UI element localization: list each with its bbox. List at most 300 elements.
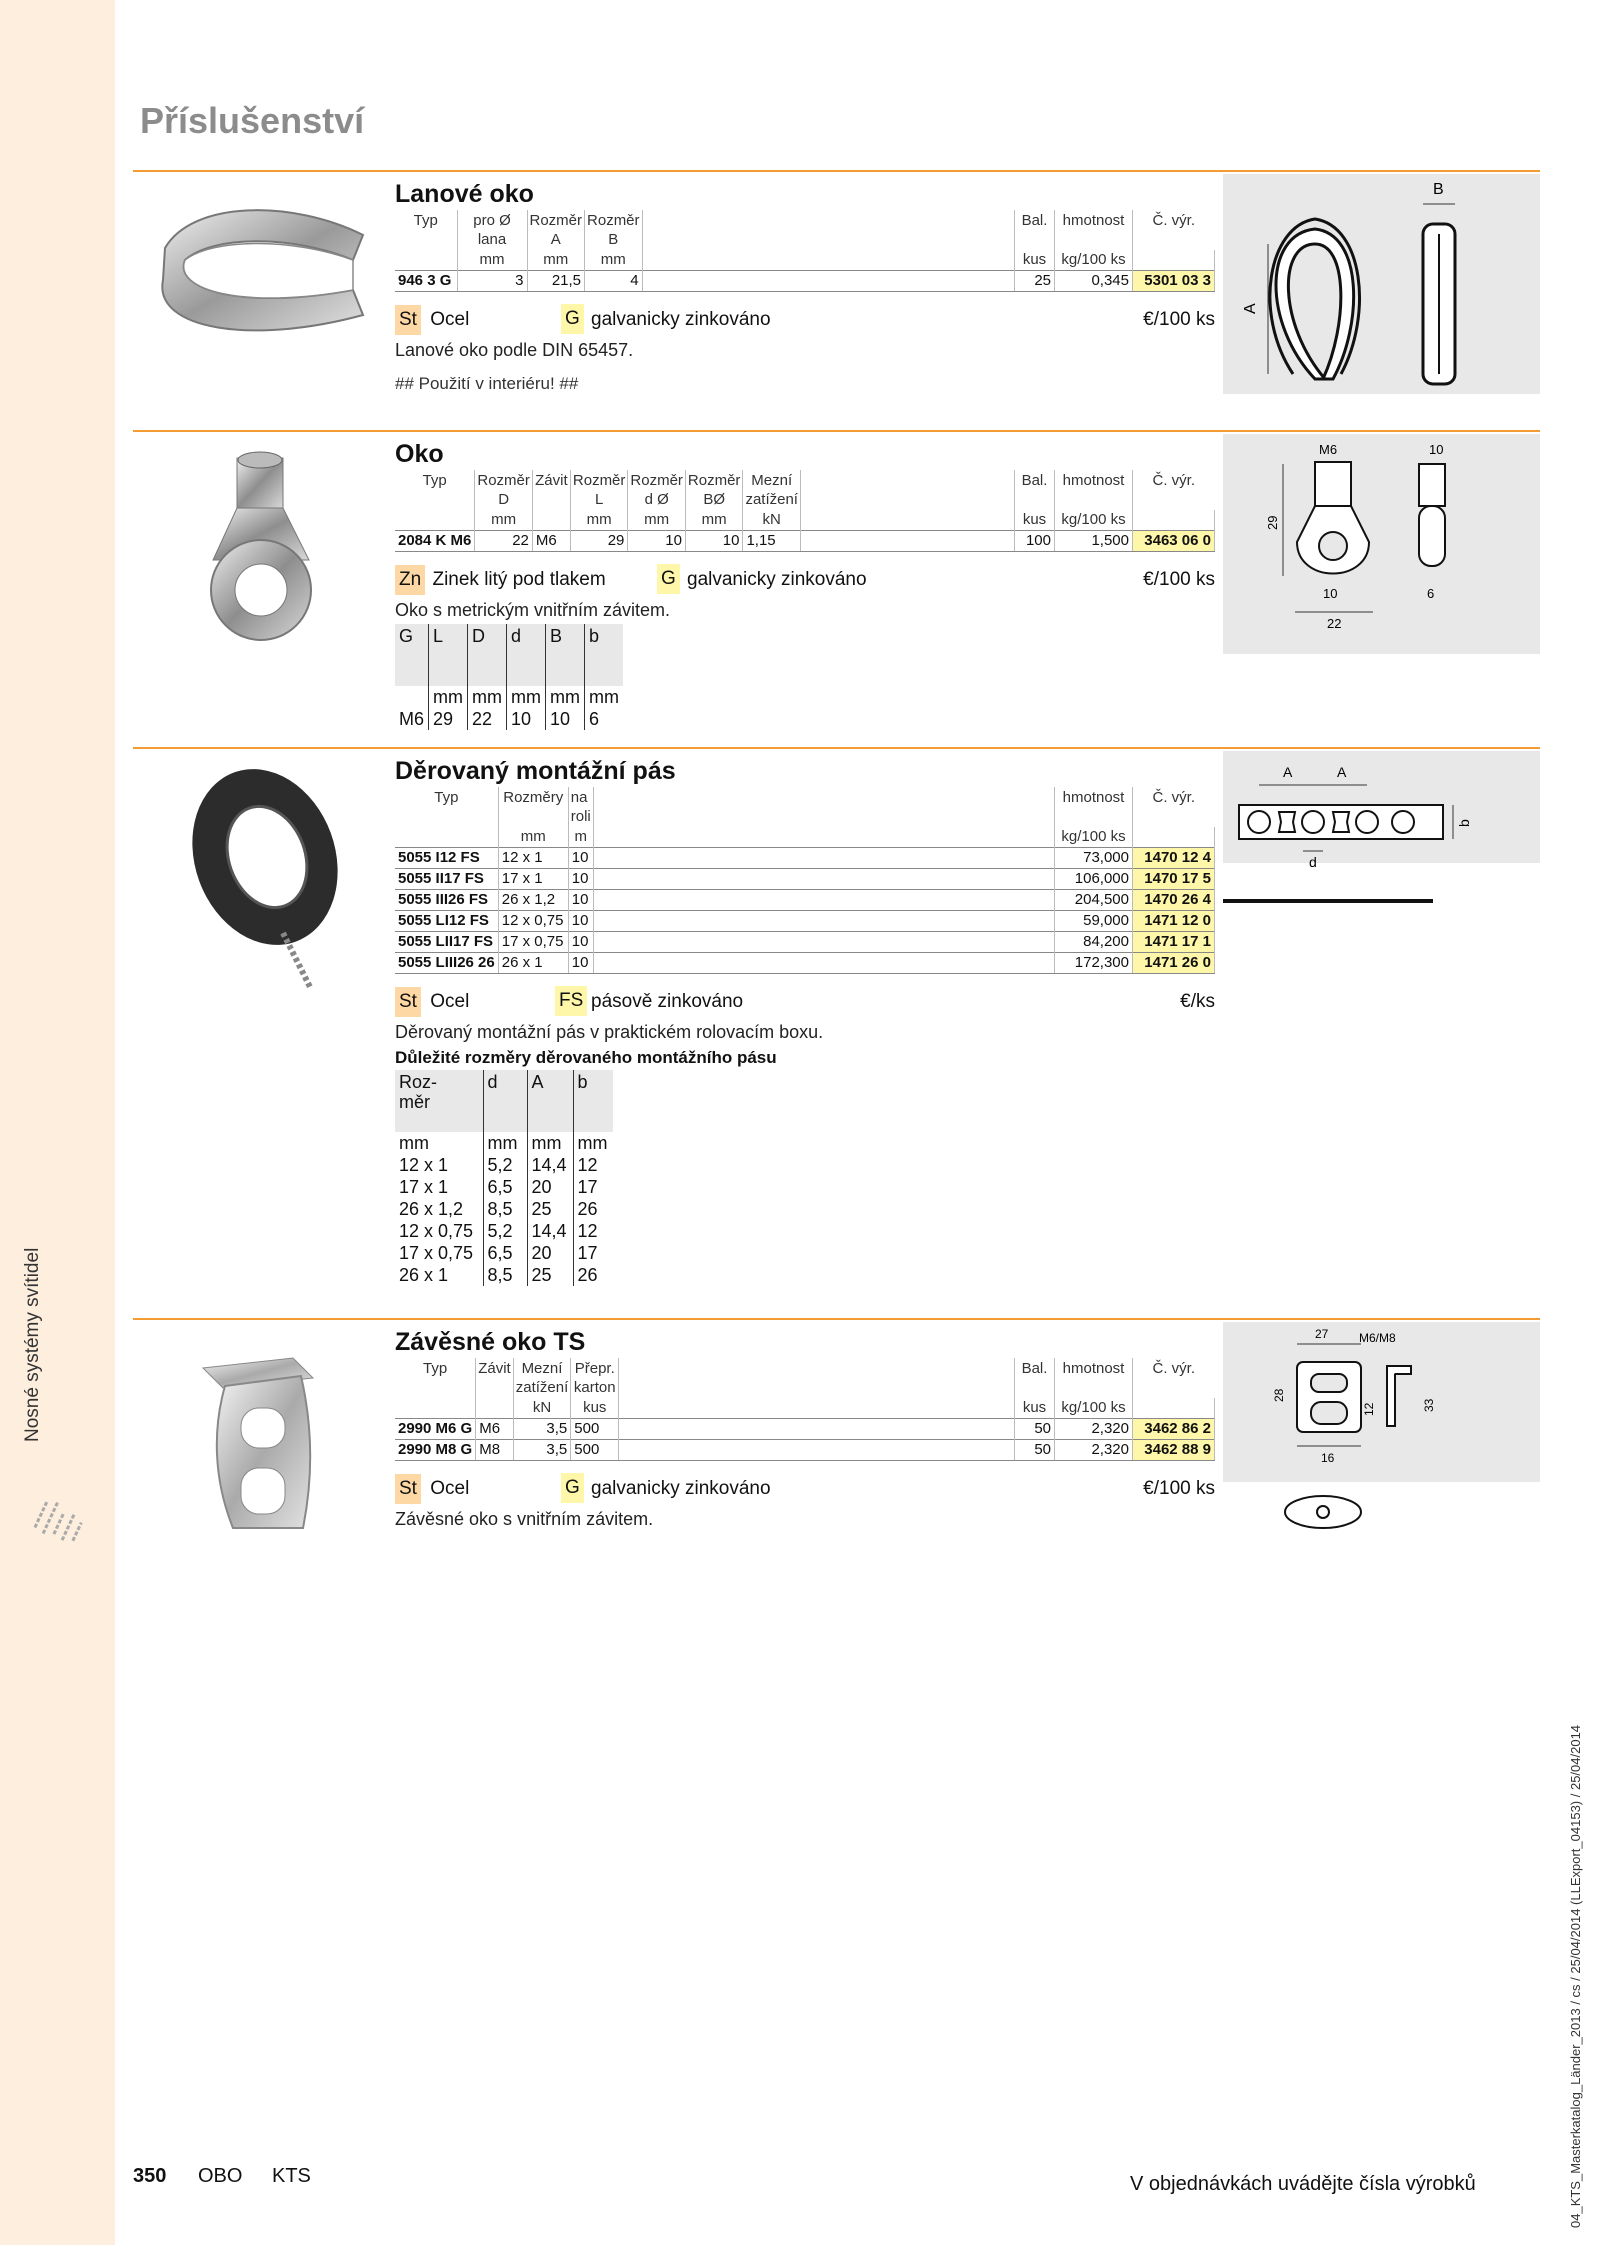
cell: 10 (568, 953, 593, 974)
header-sub: karton (573, 1379, 616, 1396)
cell (593, 953, 1054, 974)
header-sub: BØ (703, 491, 726, 508)
header-label: Závit (535, 472, 568, 489)
article-number[interactable]: 1470 12 4 (1133, 848, 1215, 869)
table-row (395, 1419, 1215, 1440)
table-row (395, 531, 1215, 552)
drawing-label: A (1283, 764, 1293, 780)
section-body (395, 1318, 1215, 1533)
cell: 10 (568, 890, 593, 911)
cell: 84,200 (1055, 932, 1133, 953)
unit: mm (483, 1132, 527, 1154)
cell: 26 x 1,2 (498, 890, 568, 911)
header-label: Bal. (1021, 1360, 1048, 1377)
table-row (395, 953, 1215, 974)
dim-header (395, 1070, 613, 1132)
unit: mm (628, 510, 686, 531)
cell: 8,5 (483, 1264, 527, 1286)
cell: 26 x 1,2 (395, 1198, 483, 1220)
units-row (395, 827, 1215, 848)
cell: 59,000 (1055, 911, 1133, 932)
cell: 22 (468, 708, 507, 730)
cell: 106,000 (1055, 869, 1133, 890)
drawing-label: M6 (1319, 442, 1338, 457)
table-row (395, 911, 1215, 932)
article-number[interactable]: 3462 86 2 (1133, 1419, 1215, 1440)
header-sub: B (608, 231, 619, 248)
cell: 2,320 (1055, 1440, 1133, 1461)
cell: 10 (628, 531, 686, 552)
dim-units (395, 1132, 613, 1154)
dim-row (395, 1198, 613, 1220)
cell (642, 271, 1014, 292)
header-sub: zatížení (515, 1379, 569, 1396)
header-sub: zatížení (745, 491, 798, 508)
cell: M6 (395, 708, 429, 730)
header-label: pro Ø lana (473, 212, 511, 248)
finish-code: FS (555, 986, 587, 1016)
material-label: Zinek litý pod tlakem (432, 569, 606, 590)
cell: 14,4 (527, 1154, 573, 1176)
finish-code: G (657, 564, 680, 594)
unit (1133, 510, 1215, 531)
cell-typ: 2990 M6 G (395, 1419, 476, 1440)
technical-drawing (1223, 434, 1540, 654)
table-row (395, 869, 1215, 890)
col-typ (395, 1358, 476, 1398)
dim-col: d (483, 1070, 527, 1132)
col-spacer (642, 210, 1014, 250)
unit: kg/100 ks (1055, 510, 1133, 531)
col-spacer (619, 1358, 1015, 1398)
section-title: Závěsné oko TS (395, 1328, 586, 1356)
col-bal (1015, 1358, 1055, 1398)
unit (1133, 250, 1215, 271)
unit: mm (527, 250, 585, 271)
table-header (395, 470, 1215, 510)
unit (395, 510, 475, 531)
technical-drawing (1223, 1322, 1540, 1552)
unit: kg/100 ks (1055, 1398, 1133, 1419)
cell: 29 (570, 531, 628, 552)
unit: kus (1015, 250, 1055, 271)
technical-drawing (1223, 174, 1540, 394)
cell: 3,5 (513, 1440, 571, 1461)
header-label: Bal. (1021, 212, 1048, 229)
unit (1133, 827, 1215, 848)
page-title: Příslušenství (140, 100, 365, 141)
cell: 172,300 (1055, 953, 1133, 974)
cell: 17 x 0,75 (498, 932, 568, 953)
cell: 26 x 1 (498, 953, 568, 974)
header-label: hmotnost (1062, 789, 1125, 806)
article-number[interactable]: 1471 12 0 (1133, 911, 1215, 932)
spec-table (395, 470, 1215, 552)
col-mez (743, 470, 801, 510)
unit (395, 250, 457, 271)
article-number[interactable]: 5301 03 3 (1133, 271, 1215, 292)
col-hmotnost (1055, 470, 1133, 510)
cell: 10 (568, 869, 593, 890)
cell-typ: 5055 III26 FS (395, 890, 498, 911)
header-label: Typ (423, 1360, 448, 1377)
units-row (395, 1398, 1215, 1419)
col-spacer (593, 787, 1054, 827)
material-label: Ocel (430, 991, 470, 1012)
cell: 73,000 (1055, 848, 1133, 869)
col-cislo (1133, 470, 1215, 510)
header-label: Č. výr. (1152, 472, 1195, 489)
drawing-label: M6/M8 (1359, 1331, 1396, 1345)
unit (476, 1398, 514, 1419)
dim-col: B (546, 624, 585, 686)
description: Děrovaný montážní pás v praktickém rolovacím boxu. (395, 1022, 824, 1042)
cell: 6,5 (483, 1176, 527, 1198)
header-label: hmotnost (1062, 472, 1125, 489)
dim-row (395, 1264, 613, 1286)
cell (619, 1419, 1015, 1440)
unit: kg/100 ks (1055, 250, 1133, 271)
col-zavit (532, 470, 570, 510)
cell-typ: 5055 LII17 FS (395, 932, 498, 953)
material-code: Zn (395, 565, 425, 595)
table-row (395, 848, 1215, 869)
cell (593, 848, 1054, 869)
cell: 5,2 (483, 1154, 527, 1176)
header-label: Typ (413, 212, 438, 229)
cell-typ: 2084 K M6 (395, 531, 475, 552)
dimension-table (395, 624, 623, 730)
cell: 3 (457, 271, 527, 292)
unit: mm (429, 686, 468, 708)
material-label: Ocel (430, 309, 470, 330)
thimble-photo (133, 180, 378, 420)
header-sub: D (498, 491, 510, 508)
unit: mm (457, 250, 527, 271)
table-row (395, 890, 1215, 911)
finish-label: galvanicky zinkováno (591, 1478, 771, 1499)
header-label: Mezní (751, 472, 793, 489)
eye-nut-photo (133, 440, 378, 680)
drawing-label: 22 (1327, 616, 1342, 631)
col-zavit (476, 1358, 514, 1398)
cell: 10 (546, 708, 585, 730)
material-label: Ocel (430, 1478, 470, 1499)
table-header (395, 787, 1215, 827)
dim-col: Roz- měr (395, 1070, 483, 1132)
cell-typ: 5055 I12 FS (395, 848, 498, 869)
price-unit: €/ks (1180, 991, 1215, 1012)
finish-label: galvanicky zinkováno (687, 569, 867, 590)
article-number[interactable]: 1470 17 5 (1133, 869, 1215, 890)
unit (395, 827, 498, 848)
drawing-label-b: B (1433, 181, 1444, 198)
strap-roll-photo (133, 757, 378, 997)
dim-units (395, 686, 623, 708)
technical-drawing (1223, 751, 1540, 921)
drawing-label: 6 (1427, 586, 1435, 601)
dim-row (395, 1154, 613, 1176)
vertical-meta: 04_KTS_Masterkatalog_Länder_2013 / cs / 25/04/2014 (LLExport_04153) / 25/04/2014 (1568, 1724, 1583, 2228)
cell: 8,5 (483, 1198, 527, 1220)
material-row (395, 1473, 1215, 1505)
table-row (395, 932, 1215, 953)
section-body (395, 430, 1215, 730)
cell: 50 (1015, 1419, 1055, 1440)
col-hmotnost (1055, 210, 1133, 250)
unit: kus (571, 1398, 619, 1419)
brand: OBO (198, 2165, 243, 2187)
cell (619, 1440, 1015, 1461)
col-bb (685, 470, 743, 510)
cell: 26 (577, 1199, 598, 1219)
header-label: Rozměr (587, 212, 640, 229)
cell: 17 (577, 1177, 598, 1197)
cell: 20 (527, 1242, 573, 1264)
finish-label: pásově zinkováno (591, 991, 744, 1012)
drawing-label: d (1309, 854, 1317, 870)
material-code: St (395, 987, 421, 1017)
cell: 25 (527, 1264, 573, 1286)
drawing-label: 29 (1265, 515, 1280, 530)
price-unit: €/100 ks (1143, 309, 1215, 330)
units-row (395, 250, 1215, 271)
side-label: Nosné systémy svítidel (22, 1247, 43, 1442)
section-title: Oko (395, 440, 444, 468)
hanger-eye-photo (133, 1328, 378, 1568)
header-label: Typ (434, 789, 459, 806)
unit: kg/100 ks (1055, 827, 1133, 848)
cell: 12 x 1 (498, 848, 568, 869)
material-row (395, 304, 1215, 336)
col-cislo (1133, 1358, 1215, 1398)
table-row (395, 271, 1215, 292)
col-hmotnost (1055, 1358, 1133, 1398)
cell: M6 (476, 1419, 514, 1440)
unit: mm (507, 686, 546, 708)
cell: 20 (527, 1176, 573, 1198)
drawing-label: A (1337, 764, 1347, 780)
unit (800, 510, 1014, 531)
dim-col: D (468, 624, 507, 686)
dim-col: d (507, 624, 546, 686)
section-title: Lanové oko (395, 180, 534, 208)
drawing-label-a: A (1242, 303, 1259, 314)
unit: mm (475, 510, 533, 531)
cell: 10 (568, 848, 593, 869)
cell (593, 890, 1054, 911)
unit (395, 686, 429, 708)
unit: kN (513, 1398, 571, 1419)
drawing-label: 12 (1362, 1402, 1376, 1416)
unit: mm (527, 1132, 573, 1154)
cell-typ: 946 3 G (395, 271, 457, 292)
drawing-label: 10 (1429, 442, 1444, 457)
article-number[interactable]: 3463 06 0 (1133, 531, 1215, 552)
col-typ (395, 210, 457, 250)
article-number[interactable]: 3462 88 9 (1133, 1440, 1215, 1461)
section-body (395, 170, 1215, 398)
cell: 29 (429, 708, 468, 730)
cell: 12 x 0,75 (498, 911, 568, 932)
dim-header (395, 624, 623, 686)
cell: 17 x 1 (395, 1176, 483, 1198)
header-label: Č. výr. (1152, 789, 1195, 806)
article-number[interactable]: 1470 26 4 (1133, 890, 1215, 911)
unit: mm (685, 510, 743, 531)
header-sub: A (550, 231, 561, 248)
header-label: Rozměr (630, 472, 683, 489)
cell: 10 (568, 911, 593, 932)
cell: 204,500 (1055, 890, 1133, 911)
header-label: Typ (422, 472, 447, 489)
col-spacer (800, 470, 1014, 510)
unit: kus (1015, 510, 1055, 531)
cell: 22 (475, 531, 533, 552)
col-l (570, 470, 628, 510)
header-label: hmotnost (1062, 212, 1125, 229)
col-a (527, 210, 585, 250)
cell: 10 (568, 932, 593, 953)
col-mez (513, 1358, 571, 1398)
header-label: Rozměr (572, 472, 626, 489)
finish-code: G (561, 1473, 584, 1503)
cell: 10 (685, 531, 743, 552)
cell: 0,345 (1055, 271, 1133, 292)
dim-row (395, 1242, 613, 1264)
unit: mm (577, 1133, 608, 1153)
footer-note: V objednávkách uvádějte čísla výrobků (1130, 2173, 1476, 2195)
sidebar (0, 0, 115, 2245)
col-dd (628, 470, 686, 510)
dimension-title: Důležité rozměry děrovaného montážního pásu (395, 1048, 777, 1067)
header-sub: d Ø (644, 491, 669, 508)
col-bal (1015, 470, 1055, 510)
col-cislo (1133, 787, 1215, 827)
drawing-label: 28 (1272, 1388, 1286, 1402)
cell (593, 911, 1054, 932)
finish-code: G (561, 304, 584, 334)
cell: 1,15 (743, 531, 801, 552)
unit (642, 250, 1014, 271)
cell: 500 (571, 1419, 619, 1440)
header-label: Rozměr (477, 472, 530, 489)
unit: kN (743, 510, 801, 531)
cell: 25 (527, 1198, 573, 1220)
unit: mm (395, 1132, 483, 1154)
cell: M6 (532, 531, 570, 552)
col-bal (1015, 210, 1055, 250)
cell: 1,500 (1055, 531, 1133, 552)
cell: 6,5 (483, 1242, 527, 1264)
header-label: Mezní (521, 1360, 563, 1377)
description: Závěsné oko s vnitřním závitem. (395, 1509, 654, 1529)
cell: 26 (577, 1265, 598, 1285)
drawing-label: b (1456, 819, 1472, 827)
dim-col: A (527, 1070, 573, 1132)
dim-row (395, 1220, 613, 1242)
unit: mm (468, 686, 507, 708)
catalog-name: KTS (272, 2165, 311, 2187)
table-row (395, 1440, 1215, 1461)
cell: 3,5 (513, 1419, 571, 1440)
col-karton (571, 1358, 619, 1398)
cell: 500 (571, 1440, 619, 1461)
col-b (585, 210, 643, 250)
spec-table (395, 1358, 1215, 1461)
cell (800, 531, 1014, 552)
material-code: St (395, 1474, 421, 1504)
cell: 17 x 1 (498, 869, 568, 890)
unit: kus (1015, 1398, 1055, 1419)
cell: 14,4 (527, 1220, 573, 1242)
unit (593, 827, 1054, 848)
header-label: hmotnost (1062, 1360, 1125, 1377)
header-label: Bal. (1021, 472, 1048, 489)
spec-table (395, 787, 1215, 974)
dimension-table (395, 1070, 613, 1286)
units-row (395, 510, 1215, 531)
unit: mm (585, 250, 643, 271)
drawing-label: 27 (1315, 1327, 1329, 1341)
table-header (395, 210, 1215, 250)
page-number: 350 (133, 2165, 167, 2187)
dim-col: b (573, 1070, 613, 1132)
cell (593, 869, 1054, 890)
unit (532, 510, 570, 531)
unit: m (568, 827, 593, 848)
cell: 17 (577, 1243, 598, 1263)
material-code: St (395, 305, 421, 335)
col-typ (395, 470, 475, 510)
article-number[interactable]: 1471 17 1 (1133, 932, 1215, 953)
cell-typ: 2990 M8 G (395, 1440, 476, 1461)
cell: M8 (476, 1440, 514, 1461)
unit (395, 1398, 476, 1419)
unit: mm (589, 687, 620, 707)
cell-typ: 5055 LI12 FS (395, 911, 498, 932)
header-sub: roli (570, 808, 591, 825)
price-unit: €/100 ks (1143, 1478, 1215, 1499)
section-body (395, 747, 1215, 1286)
col-cislo (1133, 210, 1215, 250)
cell: 2,320 (1055, 1419, 1133, 1440)
finish-label: galvanicky zinkováno (591, 309, 771, 330)
dim-col: L (429, 624, 468, 686)
header-label: Závit (478, 1360, 511, 1377)
drawing-label: 16 (1321, 1451, 1335, 1465)
col-hmotnost (1055, 787, 1133, 827)
note: ## Použití v interiéru! ## (395, 374, 579, 393)
cell: 5,2 (483, 1220, 527, 1242)
unit (619, 1398, 1015, 1419)
cell: 25 (1015, 271, 1055, 292)
table-header (395, 1358, 1215, 1398)
dim-row (395, 1176, 613, 1198)
article-number[interactable]: 1471 26 0 (1133, 953, 1215, 974)
header-sub: L (594, 491, 604, 508)
unit (1133, 1398, 1215, 1419)
col-naroli (568, 787, 593, 827)
material-row (395, 986, 1215, 1018)
cell: 21,5 (527, 271, 585, 292)
header-label: Rozměr (529, 212, 583, 229)
spec-table (395, 210, 1215, 292)
col-typ (395, 787, 498, 827)
header-label: Rozměry (503, 789, 564, 806)
unit: mm (570, 510, 628, 531)
unit: mm (546, 686, 585, 708)
